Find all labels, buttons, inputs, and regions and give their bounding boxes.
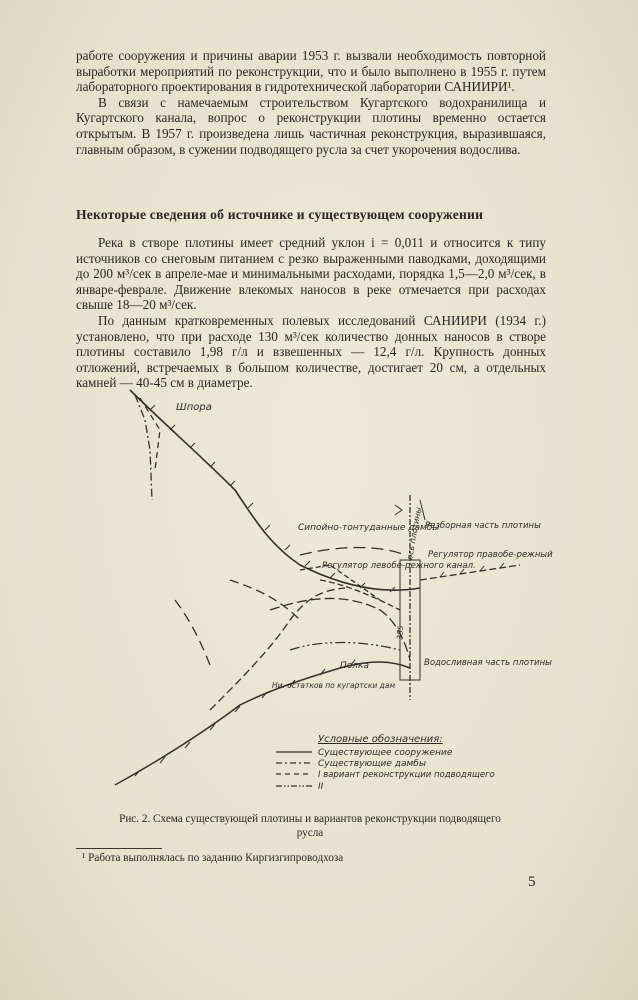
label-remains: Ни. остатков по кугартски дам (272, 681, 396, 690)
dashed-curve (210, 588, 345, 710)
paragraph: Река в створе плотины имеет средний уклон i = 0,011 и относится к типу источников со снеговым питанием с резко выраженными паводками, доходящими до 200 м³/сек в апреле-мае и минимальными расходами, порядка 1,5—2,0 м³/сек, в январе-феврале. Движение влекомых наносов в реке отмечается при расходах свыше 18—20 м³/сек. (76, 235, 546, 313)
paragraph: В связи с намечаемым строительством Кугартского водохранилища и Кугартского канала, вопрос о реконструкции плотины временно остается открытым. В 1957 г. произведена лишь частичная реконструкция, выразившаяся, главным образом, в сужении подводящего русла за счет укорочения водослива. (76, 94, 546, 157)
variant-2 (290, 643, 400, 651)
small-mark-1 (395, 505, 402, 515)
legend-item-existing: Существующее сооружение (318, 748, 453, 758)
label-spillway: Водосливная часть плотины (424, 658, 552, 668)
label-dimension: 355 (395, 625, 406, 641)
label-regulator-right: Регулятор правобе-режный (428, 550, 553, 560)
label-regulator-left: Регулятор левобе-режного канал. (322, 561, 476, 571)
label-existing-dams: Сипойно-тонтуданные дамбы (298, 523, 440, 533)
variant-3 (230, 580, 300, 620)
variant-1 (270, 598, 410, 660)
left-channel (320, 580, 400, 610)
legend-title: Условные обозначения: (318, 734, 443, 745)
paragraph: По данным кратковременных полевых исследований САНИИРИ (1934 г.) установлено, что при расходе 130 м³/сек количество донных наносов в створе плотины составило 1,98 г/л и взвешенных — 12,4 г/л. Крупность донных отложений, встречаемых в большом количестве, достигает 20 см, а отдельных камней — 40-45 см в диаметре. (76, 312, 546, 391)
legend-item-variant-2: II (318, 782, 324, 792)
dash-left (175, 600, 210, 665)
label-apron: Полка (340, 661, 369, 671)
footnote: ¹ Работа выполнялась по заданию Киргизгипроводхоза (82, 852, 344, 864)
label-axis: ось плотины (405, 506, 424, 561)
upper-dashes (300, 548, 405, 556)
page-number: 5 (528, 874, 536, 890)
legend-item-variant-1: I вариант реконструкции подводящего (318, 770, 495, 780)
label-spur: Шпора (176, 402, 212, 413)
footnote-divider (76, 848, 162, 849)
label-sluice: Резборная часть плотины (425, 521, 541, 531)
paragraph: работе сооружения и причины аварии 1953 г. вызвали необходимость повторной выработки мероприятий по реконструкции, что и было выполнено в 1955 г. путем лабораторного проектирования в гидротехнической лаборатории САНИИРИ¹. (76, 48, 546, 95)
figure-caption: Рис. 2. Схема существующей плотины и вариантов реконструкции подводящего русла (119, 813, 501, 839)
spur-line (135, 395, 152, 500)
section-heading: Некоторые сведения об источнике и существующем сооружении (76, 207, 484, 222)
legend-item-dams: Существующие дамбы (318, 759, 426, 769)
